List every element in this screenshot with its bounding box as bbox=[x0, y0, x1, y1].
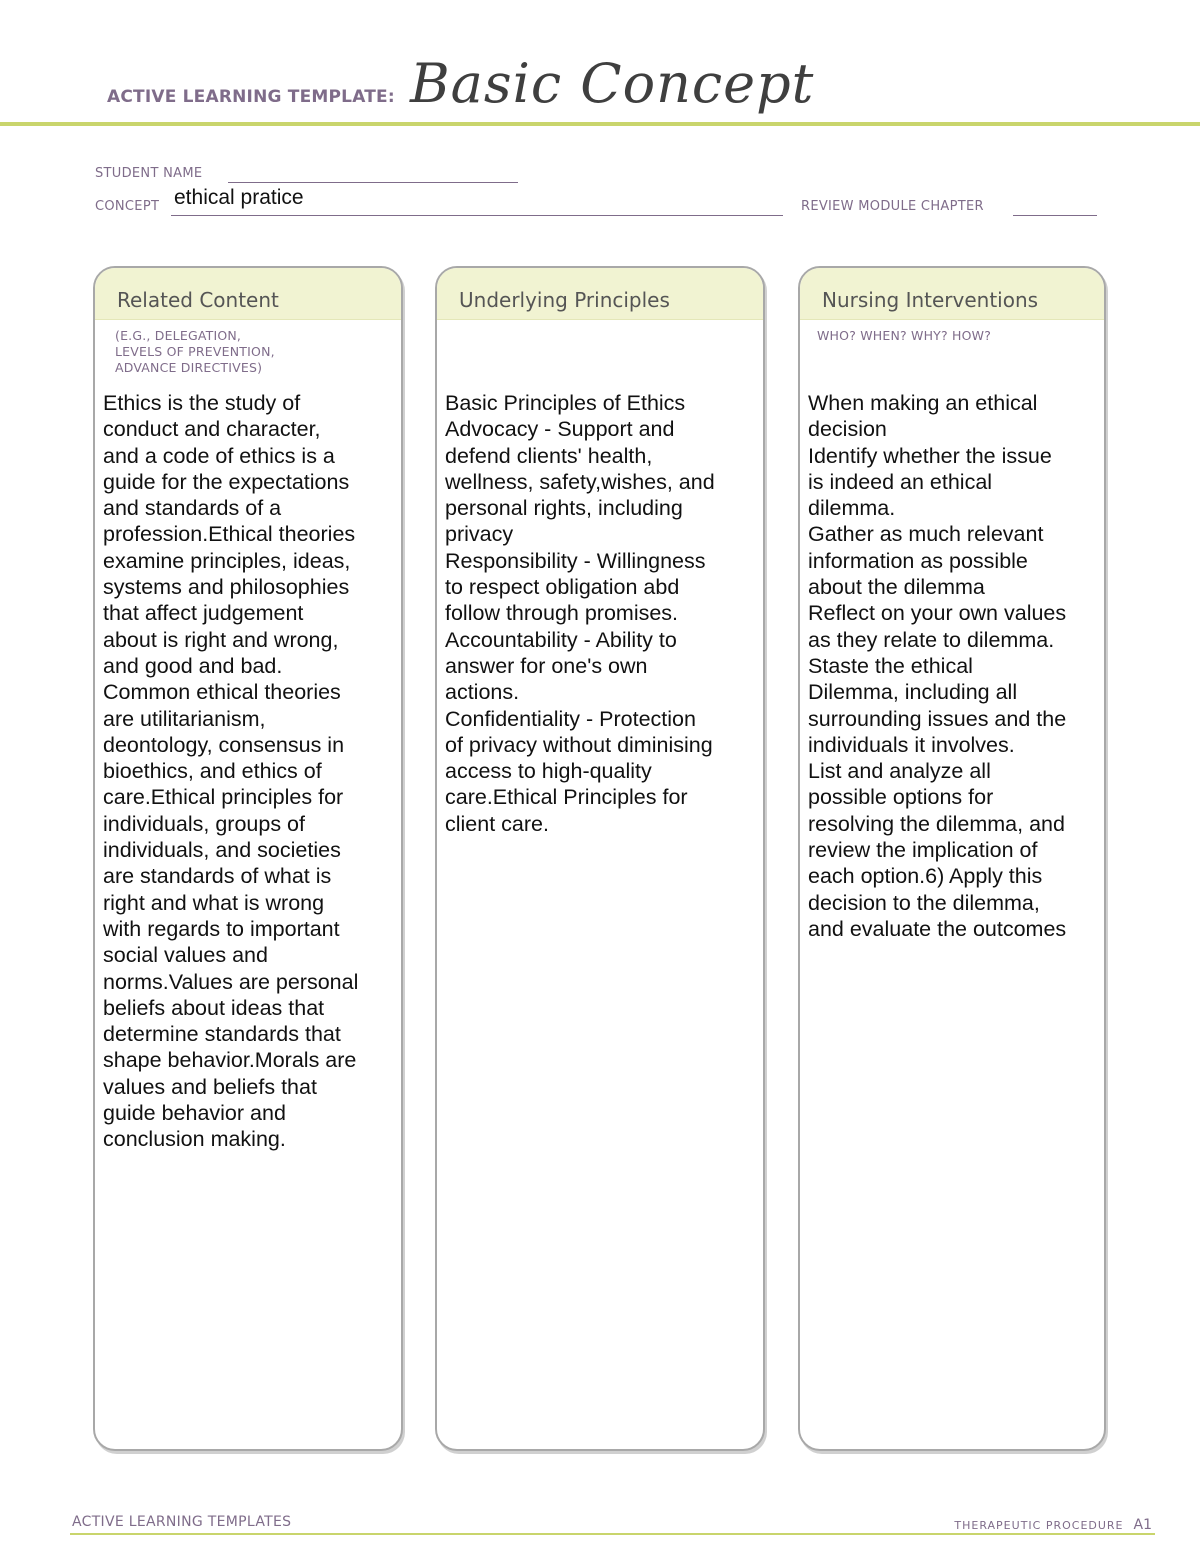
related-content-text[interactable]: Ethics is the study of conduct and character, and a code of ethics is a guide for the expectations and standards of a profession.Ethical theories examine principles, ideas, systems and philosophies that affect judgement about is right and wrong, and good and bad. Common ethical theories are utilitarianism, deontology, consensus in bioethics, and ethics of care.Ethical principles for individuals, groups of individuals, and societies are standards of what is right and what is wrong with regards to important social values and norms.Values are personal beliefs about ideas that determine standards that shape behavior.Morals are values and beliefs that guide behavior and conclusion making. bbox=[103, 391, 359, 1152]
footer-divider bbox=[70, 1533, 1155, 1535]
footer-procedure: THERAPEUTIC PROCEDURE bbox=[954, 1519, 1124, 1532]
page-title: Basic Concept bbox=[410, 52, 815, 115]
review-module-line bbox=[1013, 215, 1097, 216]
student-name-line bbox=[228, 182, 518, 183]
concept-field[interactable]: ethical pratice bbox=[174, 186, 304, 209]
footer-template-name: ACTIVE LEARNING TEMPLATES bbox=[72, 1514, 292, 1530]
header-divider bbox=[0, 122, 1200, 126]
underlying-principles-text[interactable]: Basic Principles of Ethics Advocacy - Support and defend clients' health, wellness, safety,wishes, and personal rights, including privacy Responsibility - Willingness to respect obligation abd follow through promises. Accountability - Ability to answer for one's own actions. Confidentiality - Protection of privacy without diminising access to high-quality care.Ethical Principles for client care. bbox=[445, 391, 715, 836]
footer-page-code: A1 bbox=[1133, 1517, 1152, 1533]
related-content-heading: Related Content bbox=[95, 268, 401, 320]
nursing-interventions-text[interactable]: When making an ethical decision Identify whether the issue is indeed an ethical dilemma. Gather as much relevant information as possible about the dilemma Reflect on your own values as they relate to dilemma. Staste the ethical Dilemma, including all surrounding issues and the individuals it involves. List and analyze all possible options for resolving the dilemma, and review the implication of each option.6) Apply this decision to the dilemma, and evaluate the outcomes bbox=[808, 391, 1067, 941]
underlying-principles-heading: Underlying Principles bbox=[437, 268, 763, 320]
nursing-interventions-heading: Nursing Interventions bbox=[800, 268, 1104, 320]
student-name-label: STUDENT NAME bbox=[95, 166, 203, 181]
footer-page-info bbox=[954, 1514, 1152, 1533]
review-module-label: REVIEW MODULE CHAPTER bbox=[801, 199, 984, 214]
template-label: ACTIVE LEARNING TEMPLATE: bbox=[107, 87, 395, 107]
nursing-interventions-hint: WHO? WHEN? WHY? HOW? bbox=[817, 328, 992, 343]
related-content-hint: (E.G., DELEGATION, LEVELS OF PREVENTION, ADVANCE DIRECTIVES) bbox=[115, 328, 275, 375]
concept-label: CONCEPT bbox=[95, 199, 160, 214]
concept-line bbox=[171, 215, 783, 216]
